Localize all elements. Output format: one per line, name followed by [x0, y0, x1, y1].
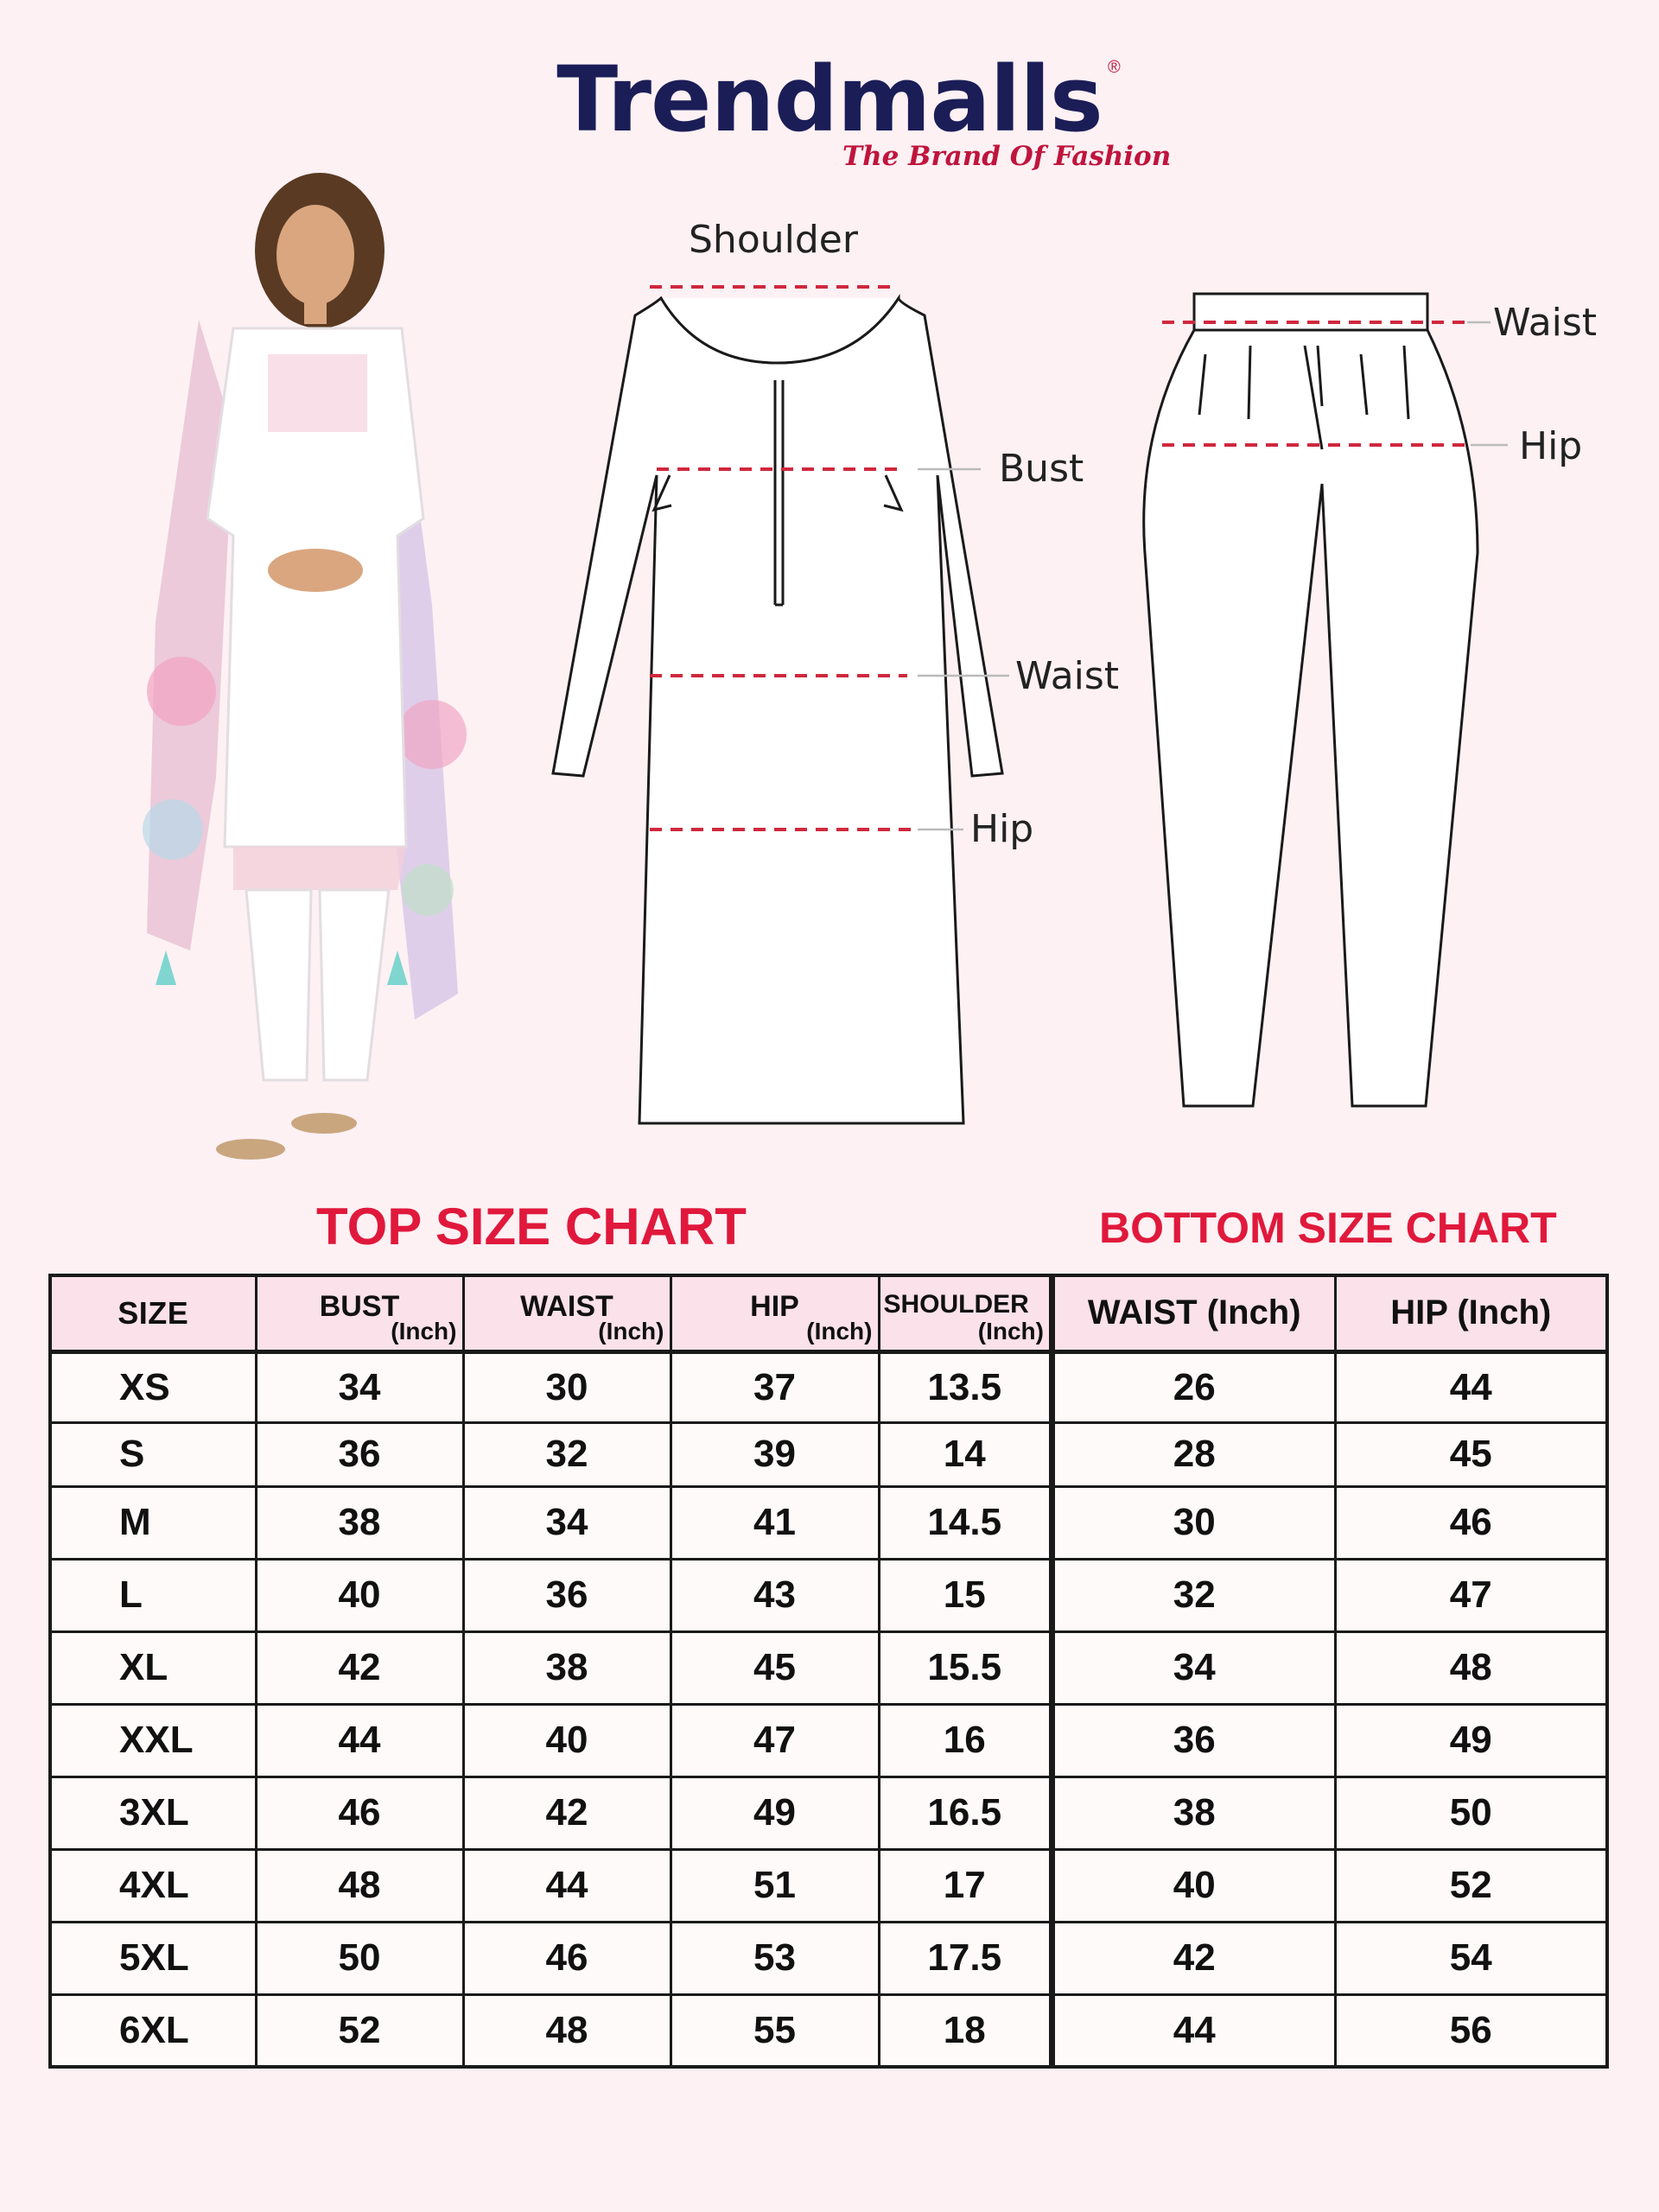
cell-bottom-hip: 47 [1335, 1559, 1607, 1631]
bust-label: Bust [999, 447, 1084, 491]
table-row [1053, 1777, 1607, 1849]
cell-bust: 34 [256, 1351, 463, 1422]
table-row [1053, 1704, 1607, 1777]
cell-waist: 46 [463, 1922, 671, 1994]
header-hip: HIP (Inch) [671, 1275, 879, 1351]
cell-hip: 43 [671, 1559, 879, 1631]
table-row [1053, 1922, 1607, 1994]
cell-bust: 46 [256, 1777, 463, 1849]
header-bottom-hip: HIP (Inch) [1335, 1275, 1607, 1351]
cell-size: 5XL [50, 1922, 256, 1994]
cell-bottom-waist: 26 [1053, 1351, 1335, 1422]
table-row [1053, 1849, 1607, 1922]
cell-bottom-waist: 42 [1053, 1922, 1335, 1994]
table-row [50, 1849, 1051, 1922]
cell-hip: 55 [671, 1994, 879, 2067]
cell-shoulder: 17.5 [879, 1922, 1051, 1994]
cell-waist: 30 [463, 1351, 671, 1422]
cell-size: M [50, 1486, 256, 1559]
table-row [50, 1704, 1051, 1777]
cell-bottom-waist: 38 [1053, 1777, 1335, 1849]
cell-hip: 47 [671, 1704, 879, 1777]
table-row [1053, 1351, 1607, 1422]
cell-bust: 42 [256, 1631, 463, 1704]
cell-hip: 51 [671, 1849, 879, 1922]
cell-waist: 44 [463, 1849, 671, 1922]
cell-size: XXL [50, 1704, 256, 1777]
cell-waist: 34 [463, 1486, 671, 1559]
cell-bottom-hip: 50 [1335, 1777, 1607, 1849]
header-waist: WAIST (Inch) [463, 1275, 671, 1351]
table-row [1053, 1631, 1607, 1704]
brand-name: Trendmalls [556, 47, 1103, 152]
bottom-waist-label: Waist [1493, 301, 1598, 345]
cell-bust: 52 [256, 1994, 463, 2067]
cell-size: 3XL [50, 1777, 256, 1849]
cell-bottom-hip: 49 [1335, 1704, 1607, 1777]
cell-size: L [50, 1559, 256, 1631]
table-row [1053, 1422, 1607, 1486]
cell-shoulder: 18 [879, 1994, 1051, 2067]
top-garment-diagram [536, 207, 1141, 1149]
top-table-header-row [50, 1275, 1051, 1351]
table-row [50, 1922, 1051, 1994]
table-row [50, 1631, 1051, 1704]
cell-size: XL [50, 1631, 256, 1704]
cell-bust: 48 [256, 1849, 463, 1922]
table-row [50, 1777, 1051, 1849]
cell-shoulder: 14 [879, 1422, 1051, 1486]
table-row [50, 1422, 1051, 1486]
cell-bottom-waist: 44 [1053, 1994, 1335, 2067]
table-row [50, 1559, 1051, 1631]
cell-bottom-hip: 46 [1335, 1486, 1607, 1559]
cell-waist: 48 [463, 1994, 671, 2067]
cell-bottom-waist: 36 [1053, 1704, 1335, 1777]
cell-waist: 40 [463, 1704, 671, 1777]
top-hip-label: Hip [970, 807, 1034, 851]
cell-hip: 37 [671, 1351, 879, 1422]
cell-shoulder: 14.5 [879, 1486, 1051, 1559]
cell-hip: 49 [671, 1777, 879, 1849]
table-row [1053, 1559, 1607, 1631]
cell-size: S [50, 1422, 256, 1486]
table-row [1053, 1486, 1607, 1559]
top-size-chart-title: TOP SIZE CHART [316, 1198, 747, 1255]
cell-bottom-hip: 52 [1335, 1849, 1607, 1922]
top-waist-label: Waist [1015, 654, 1120, 698]
registered-mark: ® [1108, 58, 1121, 77]
cell-hip: 41 [671, 1486, 879, 1559]
cell-bottom-hip: 56 [1335, 1994, 1607, 2067]
cell-waist: 38 [463, 1631, 671, 1704]
cell-bust: 50 [256, 1922, 463, 1994]
bottom-table-header-row [1053, 1275, 1607, 1351]
brand-logo [0, 48, 1659, 186]
cell-bottom-hip: 44 [1335, 1351, 1607, 1422]
table-row [50, 1994, 1051, 2067]
cell-waist: 32 [463, 1422, 671, 1486]
bottom-size-chart-title: BOTTOM SIZE CHART [1099, 1204, 1557, 1252]
shoulder-label: Shoulder [689, 218, 858, 262]
brand-tagline: The Brand Of Fashion [842, 141, 1172, 172]
table-row [50, 1351, 1051, 1422]
bottom-size-table [1052, 1274, 1609, 2069]
header-shoulder: SHOULDER (Inch) [879, 1275, 1051, 1351]
cell-shoulder: 15 [879, 1559, 1051, 1631]
cell-bust: 40 [256, 1559, 463, 1631]
cell-bottom-waist: 28 [1053, 1422, 1335, 1486]
cell-bottom-waist: 32 [1053, 1559, 1335, 1631]
cell-bottom-hip: 45 [1335, 1422, 1607, 1486]
cell-size: XS [50, 1351, 256, 1422]
cell-bottom-hip: 54 [1335, 1922, 1607, 1994]
cell-bust: 36 [256, 1422, 463, 1486]
cell-bottom-waist: 30 [1053, 1486, 1335, 1559]
bottom-hip-label: Hip [1519, 424, 1583, 468]
cell-bottom-waist: 34 [1053, 1631, 1335, 1704]
cell-size: 6XL [50, 1994, 256, 2067]
cell-shoulder: 15.5 [879, 1631, 1051, 1704]
cell-hip: 39 [671, 1422, 879, 1486]
cell-bottom-waist: 40 [1053, 1849, 1335, 1922]
cell-shoulder: 16.5 [879, 1777, 1051, 1849]
cell-bottom-hip: 48 [1335, 1631, 1607, 1704]
header-bottom-waist: WAIST (Inch) [1053, 1275, 1335, 1351]
cell-waist: 36 [463, 1559, 671, 1631]
header-size: SIZE [50, 1275, 256, 1351]
cell-size: 4XL [50, 1849, 256, 1922]
table-row [1053, 1994, 1607, 2067]
cell-waist: 42 [463, 1777, 671, 1849]
cell-bust: 38 [256, 1486, 463, 1559]
top-size-table [48, 1274, 1052, 2069]
bottom-garment-diagram [1123, 276, 1659, 1132]
cell-shoulder: 17 [879, 1849, 1051, 1922]
header-bust: BUST (Inch) [256, 1275, 463, 1351]
cell-shoulder: 16 [879, 1704, 1051, 1777]
cell-bust: 44 [256, 1704, 463, 1777]
cell-hip: 53 [671, 1922, 879, 1994]
model-photo [138, 173, 467, 1175]
cell-hip: 45 [671, 1631, 879, 1704]
table-row [50, 1486, 1051, 1559]
cell-shoulder: 13.5 [879, 1351, 1051, 1422]
